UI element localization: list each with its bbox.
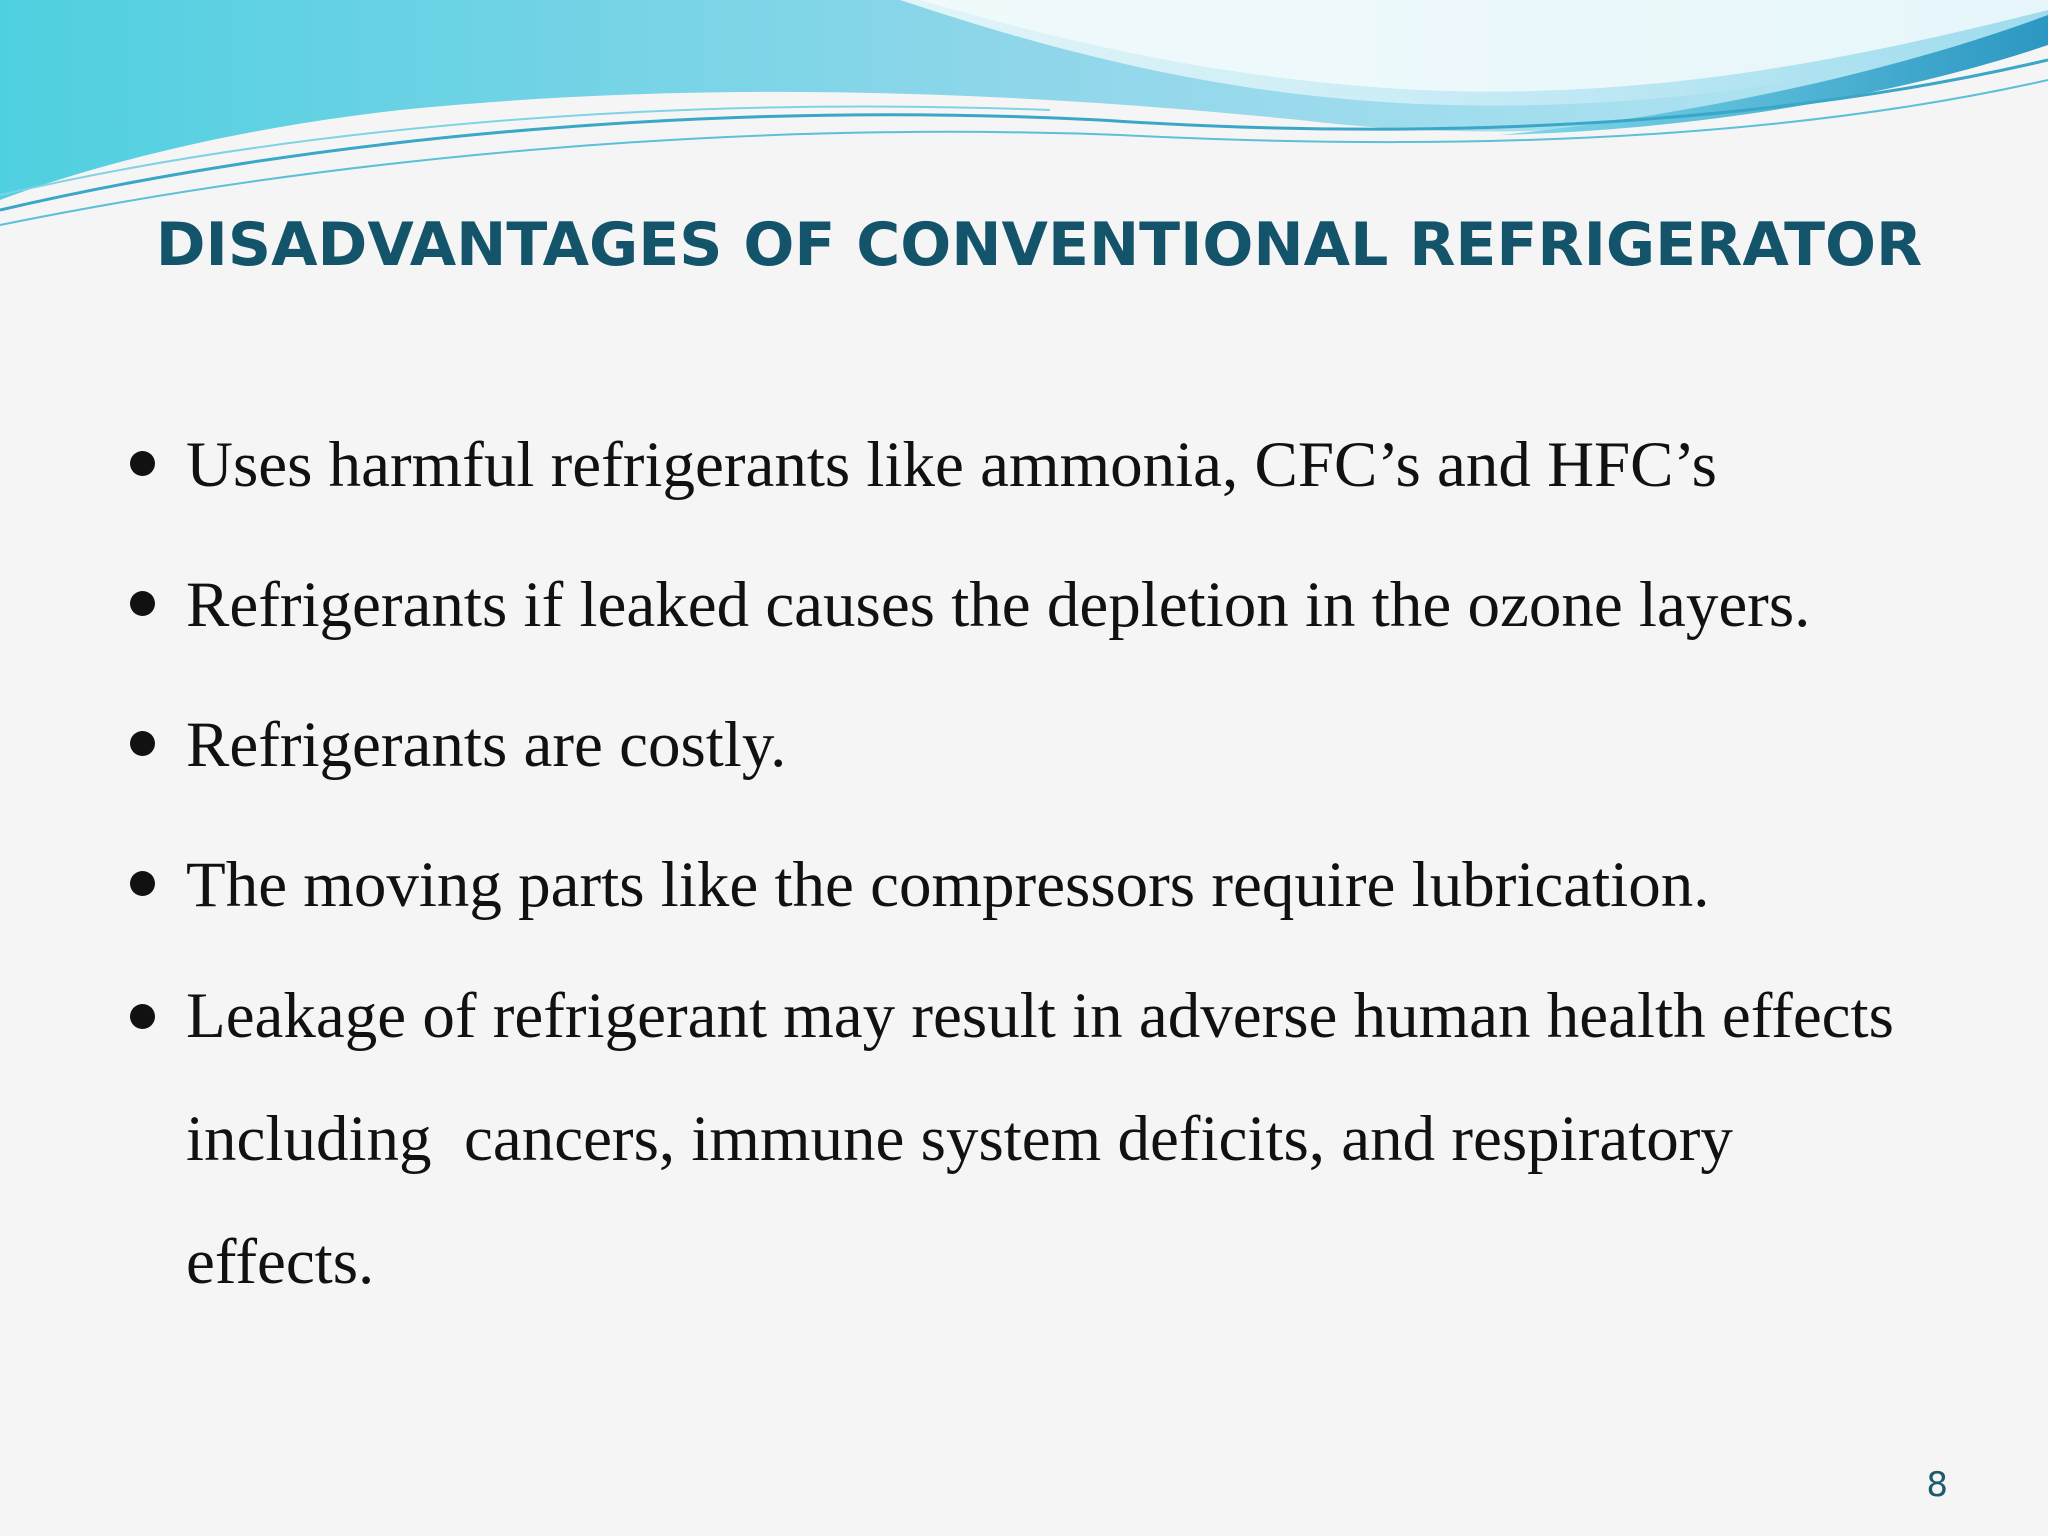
bullet-item — [128, 815, 1978, 955]
bullet-text: Uses harmful refrigerants like ammonia, CFC’s and HFC’s — [186, 429, 1717, 501]
bullet-item — [128, 955, 1978, 1324]
bullet-text: Refrigerants if leaked causes the depletion in the ozone layers. — [186, 569, 1811, 641]
bullet-icon — [130, 871, 155, 896]
bullet-icon — [130, 451, 155, 476]
bullet-item — [128, 395, 1978, 535]
slide-title: DISADVANTAGES OF CONVENTIONAL REFRIGERATOR — [155, 210, 1923, 280]
bullet-icon — [130, 1004, 155, 1029]
page-number: 8 — [1926, 1465, 1948, 1505]
bullet-text: Leakage of refrigerant may result in adverse human health effects including cancers, immune system deficits, and respiratory effects. — [186, 980, 1927, 1298]
bullet-text: The moving parts like the compressors require lubrication. — [186, 849, 1710, 921]
bullet-list — [128, 395, 1978, 1324]
bullet-item — [128, 535, 1978, 675]
bullet-icon — [130, 731, 155, 756]
bullet-item — [128, 675, 1978, 815]
bullet-text: Refrigerants are costly. — [186, 709, 787, 781]
header-wave-decoration — [0, 0, 2048, 240]
bullet-icon — [130, 591, 155, 616]
